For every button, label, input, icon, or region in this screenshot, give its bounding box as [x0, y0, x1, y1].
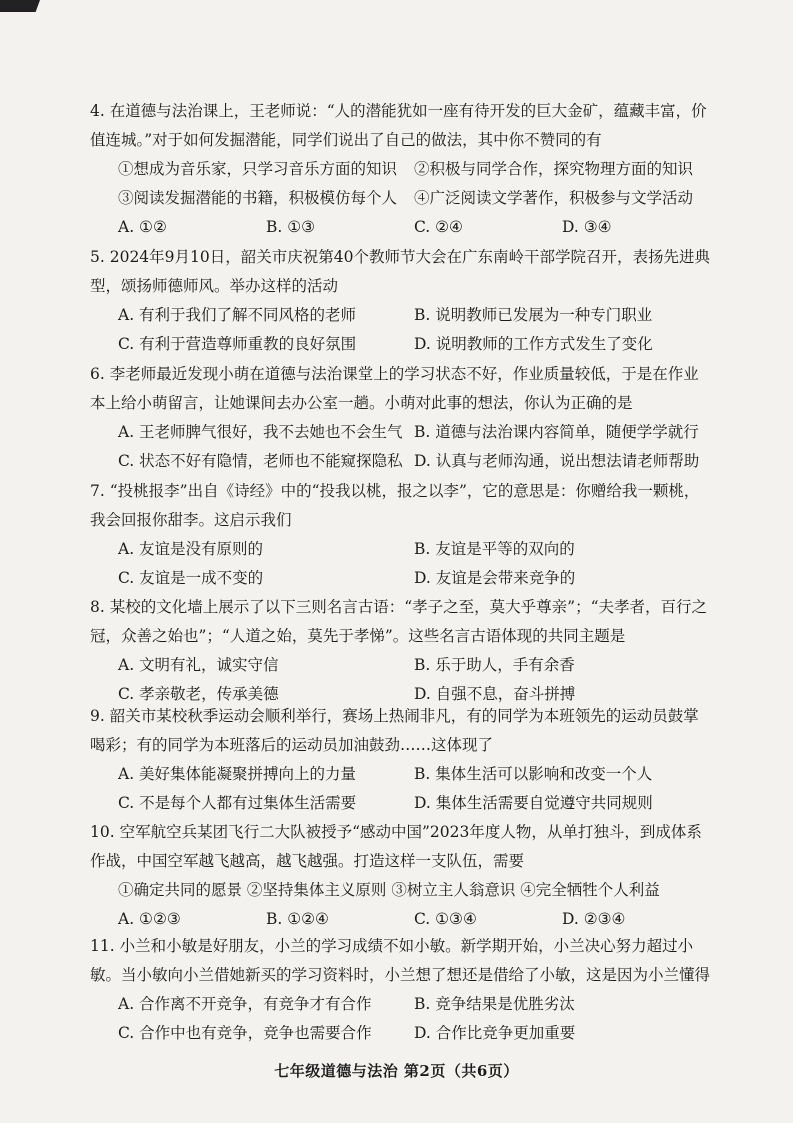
question-4 — [90, 97, 710, 242]
question-stem: 5. 2024年9月10日，韶关市庆祝第40个教师节大会在广东南岭干部学院召开，表扬先进典型，颂扬师德师风。举办这样的活动 — [90, 248, 710, 295]
page-footer: 七年级道德与法治 第2页（共6页） — [274, 1062, 519, 1080]
option-a[interactable]: A. ①② — [118, 218, 167, 236]
option-b[interactable]: B. 说明教师已发展为一种专门职业 — [414, 306, 653, 324]
option-d[interactable]: D. 合作比竞争更加重要 — [414, 1024, 576, 1042]
option-d[interactable]: D. ②③④ — [562, 910, 626, 928]
option-d[interactable]: D. 友谊是会带来竞争的 — [414, 569, 576, 587]
option-a[interactable]: A. 文明有礼，诚实守信 — [118, 656, 279, 674]
statement-list: ①确定共同的愿景 ②坚持集体主义原则 ③树立主人翁意识 ④完全牺牲个人利益 — [118, 881, 660, 899]
option-a[interactable]: A. 有利于我们了解不同风格的老师 — [118, 306, 357, 324]
option-d[interactable]: D. ③④ — [562, 218, 612, 236]
option-c[interactable]: C. ①③④ — [414, 910, 477, 928]
option-a[interactable]: A. 友谊是没有原则的 — [118, 540, 264, 558]
option-b[interactable]: B. 集体生活可以影响和改变一个人 — [414, 765, 653, 783]
question-stem: 11. 小兰和小敏是好朋友，小兰的学习成绩不如小敏。新学期开始，小兰决心努力超过小敏。当小敏向小兰借她新买的学习资料时，小兰想了想还是借给了小敏，这是因为小兰懂得 — [90, 937, 711, 984]
option-c[interactable]: C. 状态不好有隐情，老师也不能窥探隐私 — [118, 452, 403, 470]
option-b[interactable]: B. 乐于助人，手有余香 — [414, 656, 575, 674]
statement-item: ④广泛阅读文学著作，积极参与文学活动 — [414, 189, 694, 207]
option-d[interactable]: D. 自强不息，奋斗拼搏 — [414, 685, 576, 703]
option-d[interactable]: D. 认真与老师沟通，说出想法请老师帮助 — [414, 452, 700, 470]
question-6 — [90, 360, 710, 476]
option-c[interactable]: C. ②④ — [414, 218, 463, 236]
statement-item: ①想成为音乐家，只学习音乐方面的知识 — [118, 160, 398, 178]
option-c[interactable]: C. 孝亲敬老，传承美德 — [118, 685, 279, 703]
question-stem: 4. 在道德与法治课上，王老师说：“人的潜能犹如一座有待开发的巨大金矿，蕴藏丰富，价值连城。”对于如何发掘潜能，同学们说出了自己的做法，其中你不赞同的有 — [90, 102, 707, 149]
option-d[interactable]: D. 集体生活需要自觉遵守共同规则 — [414, 794, 653, 812]
question-9 — [90, 702, 710, 818]
option-list — [90, 905, 710, 934]
option-a[interactable]: A. ①②③ — [118, 910, 181, 928]
question-7 — [90, 477, 710, 593]
option-c[interactable]: C. 合作中也有竞争，竞争也需要合作 — [118, 1024, 372, 1042]
option-list — [90, 301, 710, 359]
option-a[interactable]: A. 合作离不开竞争，有竞争才有合作 — [118, 995, 372, 1013]
option-list — [90, 760, 710, 818]
question-stem: 7. “投桃报李”出自《诗经》中的“投我以桃，报之以李”，它的意思是：你赠给我一颗桃，我会回报你甜李。这启示我们 — [90, 482, 700, 529]
question-stem: 6. 李老师最近发现小萌在道德与法治课堂上的学习状态不好，作业质量较低，于是在作业本上给小萌留言，让她课间去办公室一趟。小萌对此事的想法，你认为正确的是 — [90, 365, 699, 412]
option-b[interactable]: B. 友谊是平等的双向的 — [414, 540, 575, 558]
option-list — [90, 990, 710, 1048]
option-c[interactable]: C. 友谊是一成不变的 — [118, 569, 264, 587]
statement-list — [90, 155, 710, 213]
question-11 — [90, 932, 710, 1048]
question-stem: 9. 韶关市某校秋季运动会顺利举行，赛场上热闹非凡，有的同学为本班领先的运动员鼓掌喝彩；有的同学为本班落后的运动员加油鼓劲……这体现了 — [90, 707, 699, 754]
option-b[interactable]: B. ①②④ — [266, 910, 329, 928]
option-c[interactable]: C. 有利于营造尊师重教的良好氛围 — [118, 335, 357, 353]
statement-item: ②积极与同学合作，探究物理方面的知识 — [414, 160, 694, 178]
option-b[interactable]: B. ①③ — [266, 218, 316, 236]
option-d[interactable]: D. 说明教师的工作方式发生了变化 — [414, 335, 653, 353]
option-a[interactable]: A. 美好集体能凝聚拼搏向上的力量 — [118, 765, 357, 783]
option-list — [90, 651, 710, 709]
option-b[interactable]: B. 道德与法治课内容简单，随便学学就行 — [414, 423, 699, 441]
option-c[interactable]: C. 不是每个人都有过集体生活需要 — [118, 794, 357, 812]
option-b[interactable]: B. 竞争结果是优胜劣汰 — [414, 995, 575, 1013]
option-list — [90, 535, 710, 593]
question-5 — [90, 243, 710, 359]
option-list — [90, 418, 710, 476]
question-10 — [90, 818, 710, 934]
question-stem: 8. 某校的文化墙上展示了以下三则名言古语：“孝子之至，莫大乎尊亲”；“夫孝者，百行之冠，众善之始也”；“人道之始，莫先于孝悌”。这些名言古语体现的共同主题是 — [90, 598, 707, 645]
option-a[interactable]: A. 王老师脾气很好，我不去她也不会生气 — [118, 423, 403, 441]
question-8 — [90, 593, 710, 709]
option-list — [90, 213, 710, 242]
statement-item: ③阅读发掘潜能的书籍，积极模仿每个人 — [118, 189, 398, 207]
question-stem: 10. 空军航空兵某团飞行二大队被授予“感动中国”2023年度人物，从单打独斗，到成体系作战，中国空军越飞越高，越飞越强。打造这样一支队伍，需要 — [90, 823, 702, 870]
